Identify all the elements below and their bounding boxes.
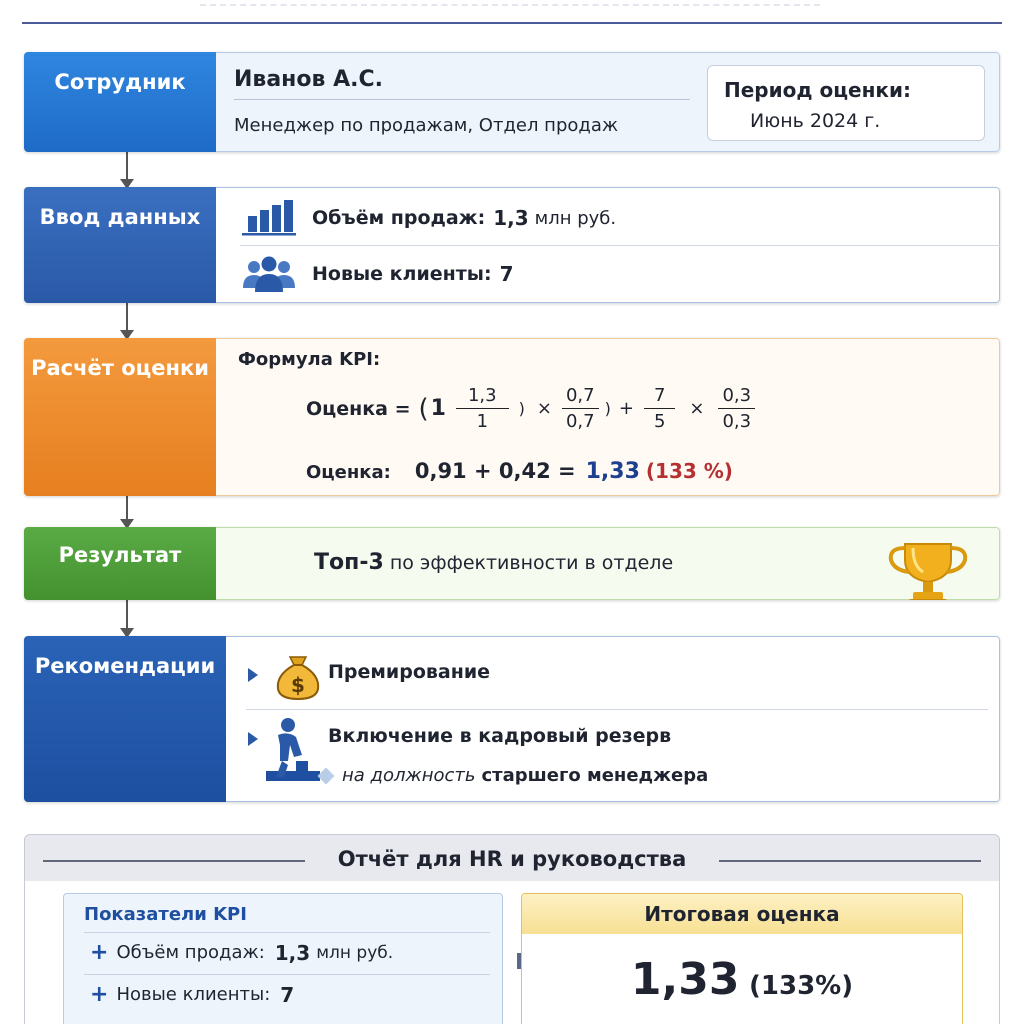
sales-value: 1,3 bbox=[493, 206, 529, 230]
bar-chart-icon bbox=[240, 198, 298, 238]
result-statement bbox=[314, 550, 673, 575]
report-panel bbox=[24, 834, 1000, 1024]
calc-panel bbox=[216, 338, 1000, 496]
divider bbox=[234, 99, 690, 100]
fraction-denominator: 1 bbox=[476, 411, 489, 432]
clients-label: Новые клиенты: bbox=[312, 263, 492, 285]
connector-arrow bbox=[126, 600, 128, 636]
fraction-numerator: 0,7 bbox=[562, 385, 599, 409]
input-step bbox=[24, 187, 1000, 303]
svg-text:$: $ bbox=[291, 673, 305, 697]
period-box bbox=[707, 65, 985, 141]
report-header bbox=[25, 835, 999, 883]
formula-close-paren: ) bbox=[604, 399, 611, 418]
kpi-sales-value: 1,3 bbox=[274, 940, 311, 965]
kpi-sales bbox=[90, 940, 393, 965]
step-label-input: Ввод данных bbox=[24, 187, 216, 303]
result-expression: 0,91 + 0,42 = bbox=[414, 459, 576, 483]
header-remnant bbox=[200, 0, 820, 6]
final-percent: (133%) bbox=[749, 971, 854, 1001]
kpi-clients bbox=[90, 982, 294, 1007]
fraction-numerator: 0,3 bbox=[718, 385, 755, 409]
divider bbox=[43, 860, 305, 862]
result-panel bbox=[216, 527, 1000, 600]
diamond-bullet-icon bbox=[318, 767, 335, 784]
fraction-denominator: 0,3 bbox=[722, 411, 752, 432]
kpi-summary bbox=[63, 893, 503, 1024]
fraction-denominator: 5 bbox=[653, 411, 666, 432]
formula-close-paren: ) bbox=[518, 399, 525, 418]
bullet-arrow-icon bbox=[248, 668, 258, 682]
result-top: Топ-3 bbox=[314, 550, 384, 575]
final-score bbox=[522, 954, 962, 1005]
fraction bbox=[456, 385, 509, 432]
result-text: по эффективности в отделе bbox=[389, 552, 674, 574]
people-icon bbox=[240, 254, 298, 294]
connector-arrow bbox=[126, 496, 128, 527]
rec-position bbox=[320, 765, 708, 786]
divider bbox=[84, 932, 490, 933]
sales-label: Объём продаж: bbox=[312, 207, 486, 229]
header-rule bbox=[22, 22, 1002, 24]
position-prefix: на должность bbox=[342, 765, 476, 786]
kpi-clients-value: 7 bbox=[280, 982, 295, 1007]
rec-bonus: Премирование bbox=[328, 661, 491, 683]
recommendations-step bbox=[24, 636, 1000, 802]
fraction bbox=[644, 385, 675, 432]
kpi-title: Показатели KPI bbox=[84, 904, 247, 925]
kpi-clients-label: Новые клиенты: bbox=[116, 984, 271, 1005]
input-panel bbox=[216, 187, 1000, 303]
bullet-arrow-icon bbox=[248, 732, 258, 746]
divider bbox=[246, 709, 988, 710]
final-value: 1,33 bbox=[630, 954, 740, 1005]
rec-reserve: Включение в кадровый резерв bbox=[328, 725, 672, 747]
fraction bbox=[562, 385, 599, 432]
divider bbox=[84, 974, 490, 975]
step-label-result: Результат bbox=[24, 527, 216, 600]
period-value: Июнь 2024 г. bbox=[750, 110, 881, 132]
plus-icon: + bbox=[90, 940, 109, 965]
clients-item bbox=[240, 254, 514, 294]
kpi-sales-unit: млн руб. bbox=[316, 942, 394, 963]
sales-item bbox=[240, 198, 616, 238]
connector-arrow bbox=[126, 303, 128, 338]
plus-icon: + bbox=[90, 982, 109, 1007]
formula-one: 1 bbox=[430, 396, 446, 421]
clients-value: 7 bbox=[499, 262, 514, 286]
calc-step bbox=[24, 338, 1000, 496]
employee-step bbox=[24, 52, 1000, 152]
connector-arrow bbox=[126, 152, 128, 187]
result-score: 1,33 bbox=[585, 459, 640, 484]
formula-open-paren: ( bbox=[418, 393, 429, 424]
step-label-employee: Сотрудник bbox=[24, 52, 216, 152]
result-label: Оценка: bbox=[306, 462, 391, 483]
fraction bbox=[718, 385, 755, 432]
money-bag-icon bbox=[272, 651, 324, 703]
final-score-box bbox=[521, 893, 963, 1024]
divider bbox=[719, 860, 981, 862]
fraction-denominator: 0,7 bbox=[565, 411, 595, 432]
position-title: старшего менеджера bbox=[481, 765, 709, 786]
formula-label: Формула KPI: bbox=[238, 349, 381, 370]
final-title: Итоговая оценка bbox=[522, 894, 962, 934]
period-label: Период оценки: bbox=[724, 78, 912, 102]
step-label-calc: Расчёт оценки bbox=[24, 338, 216, 496]
divider bbox=[240, 245, 1000, 246]
recommendations-panel bbox=[226, 636, 1000, 802]
result-percent: (133 %) bbox=[645, 459, 733, 483]
fraction-numerator: 1,3 bbox=[456, 385, 509, 409]
career-step-icon bbox=[262, 715, 324, 785]
employee-role: Менеджер по продажам, Отдел продаж bbox=[234, 115, 619, 136]
result-step bbox=[24, 527, 1000, 600]
formula-times: × bbox=[536, 398, 552, 419]
formula-plus: + bbox=[618, 398, 634, 419]
report-body bbox=[25, 881, 999, 1024]
sales-unit: млн руб. bbox=[534, 207, 617, 229]
formula-score-word: Оценка = bbox=[306, 397, 411, 420]
fraction-numerator: 7 bbox=[644, 385, 675, 409]
step-label-recommendations: Рекомендации bbox=[24, 636, 226, 802]
report-title: Отчёт для HR и руководства bbox=[326, 847, 699, 871]
trophy-icon bbox=[883, 538, 973, 600]
kpi-formula bbox=[306, 385, 759, 432]
employee-name: Иванов А.С. bbox=[234, 67, 383, 92]
employee-panel bbox=[216, 52, 1000, 152]
kpi-sales-label: Объём продаж: bbox=[116, 942, 265, 963]
formula-times: × bbox=[689, 398, 705, 419]
calc-result bbox=[306, 459, 733, 484]
